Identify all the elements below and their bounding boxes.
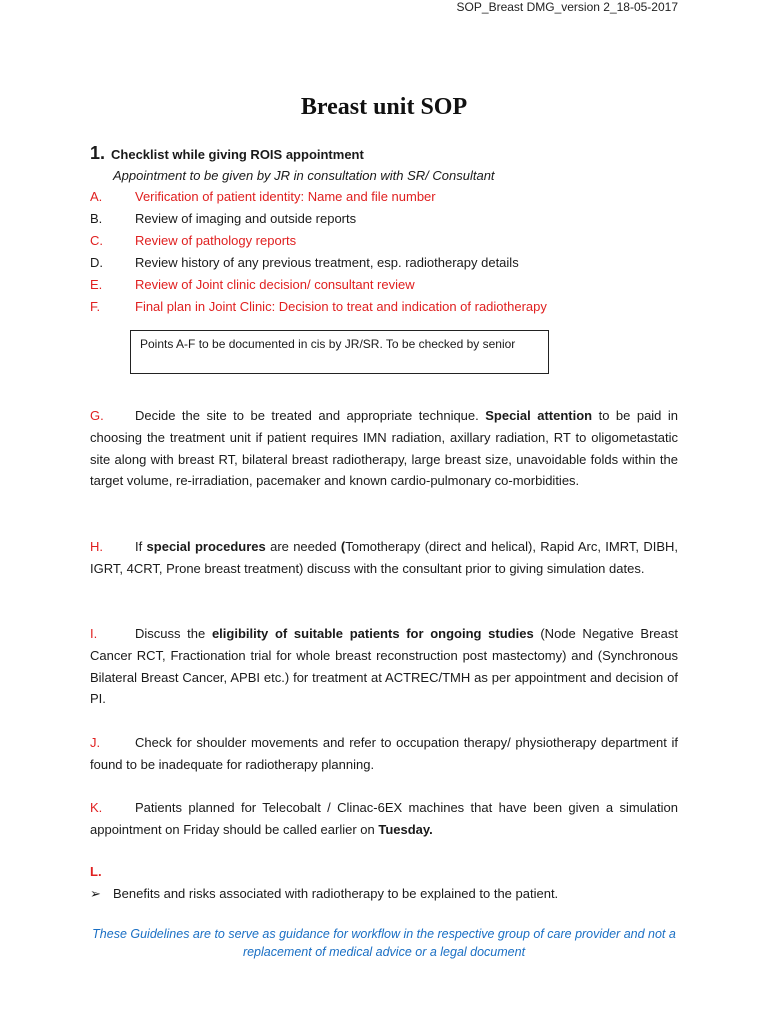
paragraph-text: Decide the site to be treated and appropriate technique. bbox=[135, 408, 486, 423]
checklist-item-d bbox=[90, 253, 519, 273]
paragraph-text: (Node Negative Breast Cancer RCT, Fractionation trial for whole breast reconstruction post mastectomy) and (Synchronous Bilateral Breast Cancer, APBI etc.) for treatment at ACTREC/TMH as per appointment and decision of PI. bbox=[90, 626, 678, 707]
item-l-letter: L. bbox=[90, 864, 102, 879]
checklist-text: Review history of any previous treatment, esp. radiotherapy details bbox=[135, 255, 519, 270]
section-number: 1. bbox=[90, 143, 106, 163]
checklist-item-e bbox=[90, 275, 415, 295]
paragraph-bold-text: Special attention bbox=[485, 408, 593, 423]
paragraph-letter: H. bbox=[90, 539, 103, 554]
checklist-letter: D. bbox=[90, 255, 103, 270]
checklist-letter: F. bbox=[90, 299, 101, 314]
paragraph-g bbox=[90, 405, 678, 492]
paragraph-letter: I. bbox=[90, 626, 98, 641]
item-l-bullet-text: Benefits and risks associated with radiotherapy to be explained to the patient. bbox=[113, 886, 559, 901]
page-title: Breast unit SOP bbox=[300, 94, 468, 120]
paragraph-bold-text: ( bbox=[340, 539, 346, 554]
document-reference-header: SOP_Breast DMG_version 2_18-05-2017 bbox=[456, 0, 678, 14]
paragraph-h bbox=[90, 536, 678, 580]
checklist-letter: E. bbox=[90, 277, 103, 292]
paragraph-text: to be paid in choosing the treatment unit if patient requires IMN radiation, axillary radiation, RT to oligometastatic site along with breast RT, bilateral breast radiotherapy, large breast size, unavoidable folds within the target volume, re-irradiation, pacemaker and known cardio-pulmonary co-morbidities. bbox=[90, 408, 679, 489]
paragraph-i bbox=[90, 623, 678, 710]
checklist-text: Review of imaging and outside reports bbox=[135, 211, 357, 226]
disclaimer-text: These Guidelines are to serve as guidance for workflow in the respective group of care provider and not a replacement of medical advice or a legal document bbox=[92, 927, 676, 959]
paragraph-letter: K. bbox=[90, 800, 103, 815]
paragraph-bold-text: eligibility of suitable patients for ongoing studies bbox=[211, 626, 534, 641]
section-heading-text: Checklist while giving ROIS appointment bbox=[111, 147, 364, 162]
paragraph-bold-text: special procedures bbox=[146, 539, 266, 554]
paragraph-text: Patients planned for Telecobalt / Clinac-6EX machines that have been given a simulation appointment on Friday should be called earlier on bbox=[90, 800, 678, 837]
paragraph-text: Discuss the bbox=[135, 626, 212, 641]
checklist-text: Verification of patient identity: Name and file number bbox=[135, 189, 436, 204]
paragraph-k bbox=[90, 797, 678, 841]
documentation-note-box bbox=[130, 330, 549, 374]
paragraph-bold-text: Tuesday. bbox=[378, 821, 433, 837]
checklist-letter: C. bbox=[90, 233, 103, 248]
paragraph-text: Tomotherapy (direct and helical), Rapid Arc, IMRT, DIBH, IGRT, 4CRT, Prone breast treatment) discuss with the consultant prior to giving simulation dates. bbox=[90, 539, 678, 576]
paragraph-letter: G. bbox=[90, 408, 104, 423]
paragraph-text: Check for shoulder movements and refer to occupation therapy/ physiotherapy department if found to be inadequate for radiotherapy planning. bbox=[90, 735, 678, 772]
item-l-bullet bbox=[90, 886, 558, 902]
checklist-text: Final plan in Joint Clinic: Decision to treat and indication of radiotherapy bbox=[135, 299, 547, 314]
arrow-bullet-icon: ➢ bbox=[90, 886, 101, 901]
checklist-text: Review of Joint clinic decision/ consultant review bbox=[135, 277, 415, 292]
paragraph-text: are needed bbox=[265, 539, 341, 554]
section-heading bbox=[90, 143, 364, 164]
section-subheading: Appointment to be given by JR in consultation with SR/ Consultant bbox=[113, 168, 495, 183]
checklist-item-a bbox=[90, 187, 436, 207]
checklist-item-f bbox=[90, 297, 547, 317]
checklist-item-c bbox=[90, 231, 296, 251]
checklist-text: Review of pathology reports bbox=[135, 233, 297, 248]
paragraph-letter: J. bbox=[90, 735, 101, 750]
note-box-text: Points A-F to be documented in cis by JR/SR. To be checked by senior bbox=[140, 337, 516, 351]
checklist-item-b bbox=[90, 209, 356, 229]
checklist-letter: A. bbox=[90, 189, 103, 204]
paragraph-j bbox=[90, 732, 678, 776]
checklist-letter: B. bbox=[90, 211, 103, 226]
paragraph-text: If bbox=[135, 539, 147, 554]
